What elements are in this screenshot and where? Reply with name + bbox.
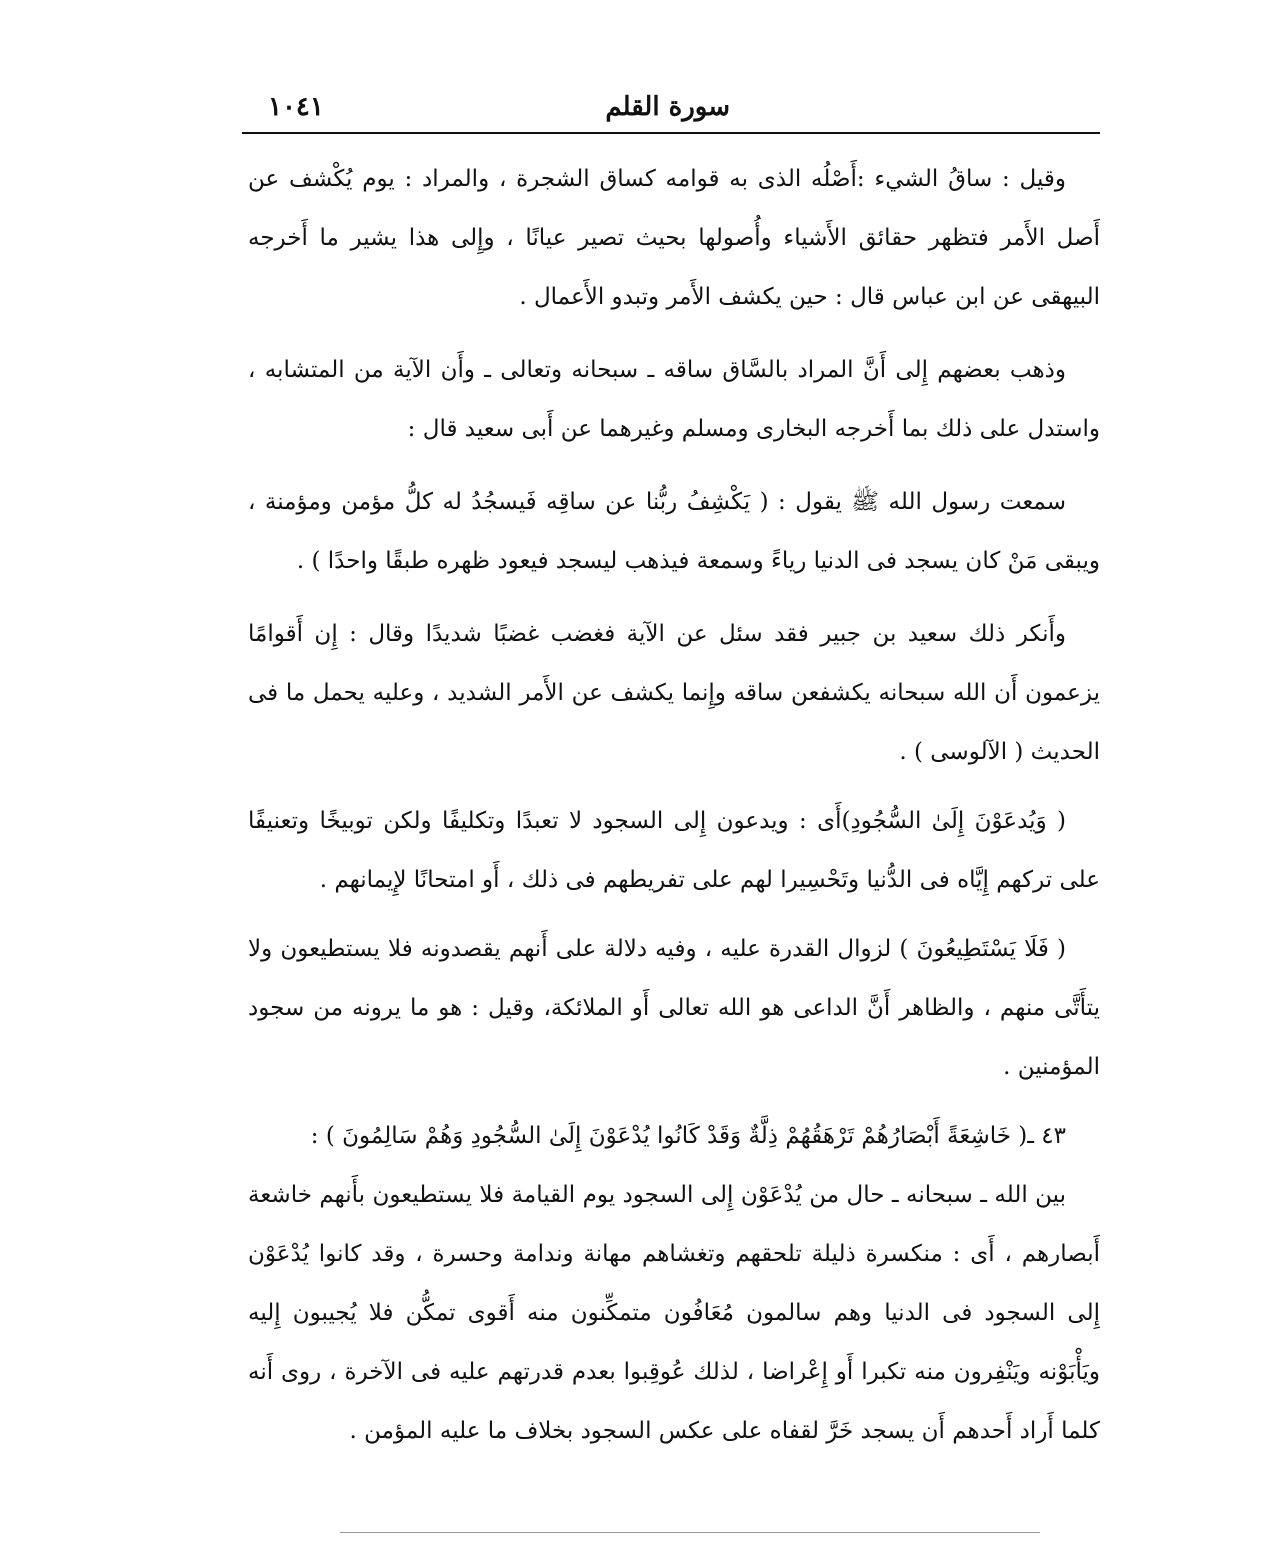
paragraph-yudawn-ila-sujud: ( وَيُدعَوْنَ إِلَىٰ السُّجُودِ)أَى : ويدعون إِلى السجود لا تعبدًا وتكليفًا ولكن توبيخًا وتعنيفًا على تركهم إِيَّاه فى الدُّنيا وتَحْسِيرا لهم على تفريطهم فى ذلك ، أَو امتحانًا لإِيمانهم .	[248, 808, 1100, 893]
commentary-body	[248, 150, 1100, 1461]
footer-divider	[340, 1532, 1040, 1533]
surah-title: سورة القلم	[605, 92, 730, 122]
page-number: ١٠٤١	[268, 92, 324, 122]
paragraph-hadith: سمعت رسول الله ﷺ يقول : ( يَكْشِفُ ربُّنا عن ساقِه فَيسجُدُ له كلُّ مؤمن ومؤمنة ، ويبقى مَنْ كان يسجد فى الدنيا رياءً وسمعة فيذهب ليسجد فيعود ظهره طبقًا واحدًا ) .	[248, 489, 1100, 574]
paragraph-verse-43-commentary: بين الله ـ سبحانه ـ حال من يُدْعَوْن إِلى السجود يوم القيامة فلا يستطيعون بأَنهم خاشعة أَبصارهم ، أَى : منكسرة ذليلة تلحقهم وتغشاهم مهانة وندامة وحسرة ، وقد كانوا يُدْعَوْن إِلى السجود فى الدنيا وهم سالمون مُعَافُون متمكِّنون منه أَقوى تمكُّن فلا يُجيبون إِليه ويَأْبَوْنه ويَنْفِرون منه تكبرا أَو إِعْراضا ، لذلك عُوقِبوا بعدم قدرتهم عليه فى الآخرة ، روى أَنه كلما أَراد أَحدهم أَن يسجد خَرَّ لقفاه على عكس السجود بخلاف ما عليه المؤمن .	[248, 1182, 1100, 1444]
paragraph-saq-meaning: وقيل : ساقُ الشيء :أَصْلُه الذى به قوامه كساق الشجرة ، والمراد : يوم يُكْشف عن أَصل الأَمر فتظهر حقائق الأَشياء وأُصولها بحيث تصير عيانًا ، وإِلى هذا يشير ما أَخرجه البيهقى عن ابن عباس قال : حين يكشف الأَمر وتبدو الأَعمال .	[248, 166, 1100, 310]
page-header	[242, 92, 1100, 132]
paragraph-mutashabih-view: وذهب بعضهم إِلى أَنَّ المراد بالسَّاق ساقه ـ سبحانه وتعالى ـ وأَن الآية من المتشابه ، واستدل على ذلك بما أَخرجه البخارى ومسلم وغيرهما عن أَبى سعيد قال :	[248, 357, 1100, 442]
verse-43: ٤٣ ـ( خَاشِعَةً أَبْصَارُهُمْ تَرْهَقُهُمْ ذِلَّةٌ وَقَدْ كَانُوا يُدْعَوْنَ إِلَىٰ السُّجُودِ وَهُمْ سَالِمُونَ ) :	[310, 1123, 1066, 1149]
paragraph-said-ibn-jubayr: وأَنكر ذلك سعيد بن جبير فقد سئل عن الآية فغضب غضبًا شديدًا وقال : إِن أَقوامًا يزعمون أَن الله سبحانه يكشفعن ساقه وإِنما يكشف عن الأَمر الشديد ، وعليه يحمل ما فى الحديث ( الآلوسى ) .	[248, 621, 1100, 765]
paragraph-fala-yastatiun: ( فَلَا يَسْتَطِيعُونَ ) لزوال القدرة عليه ، وفيه دلالة على أَنهم يقصدونه فلا يستطيعون ولا يتأَتَّى منهم ، والظاهر أَنَّ الداعى هو الله تعالى أَو الملائكة، وقيل : هو ما يرونه من سجود المؤمنين .	[248, 936, 1100, 1080]
header-divider	[242, 132, 1100, 134]
